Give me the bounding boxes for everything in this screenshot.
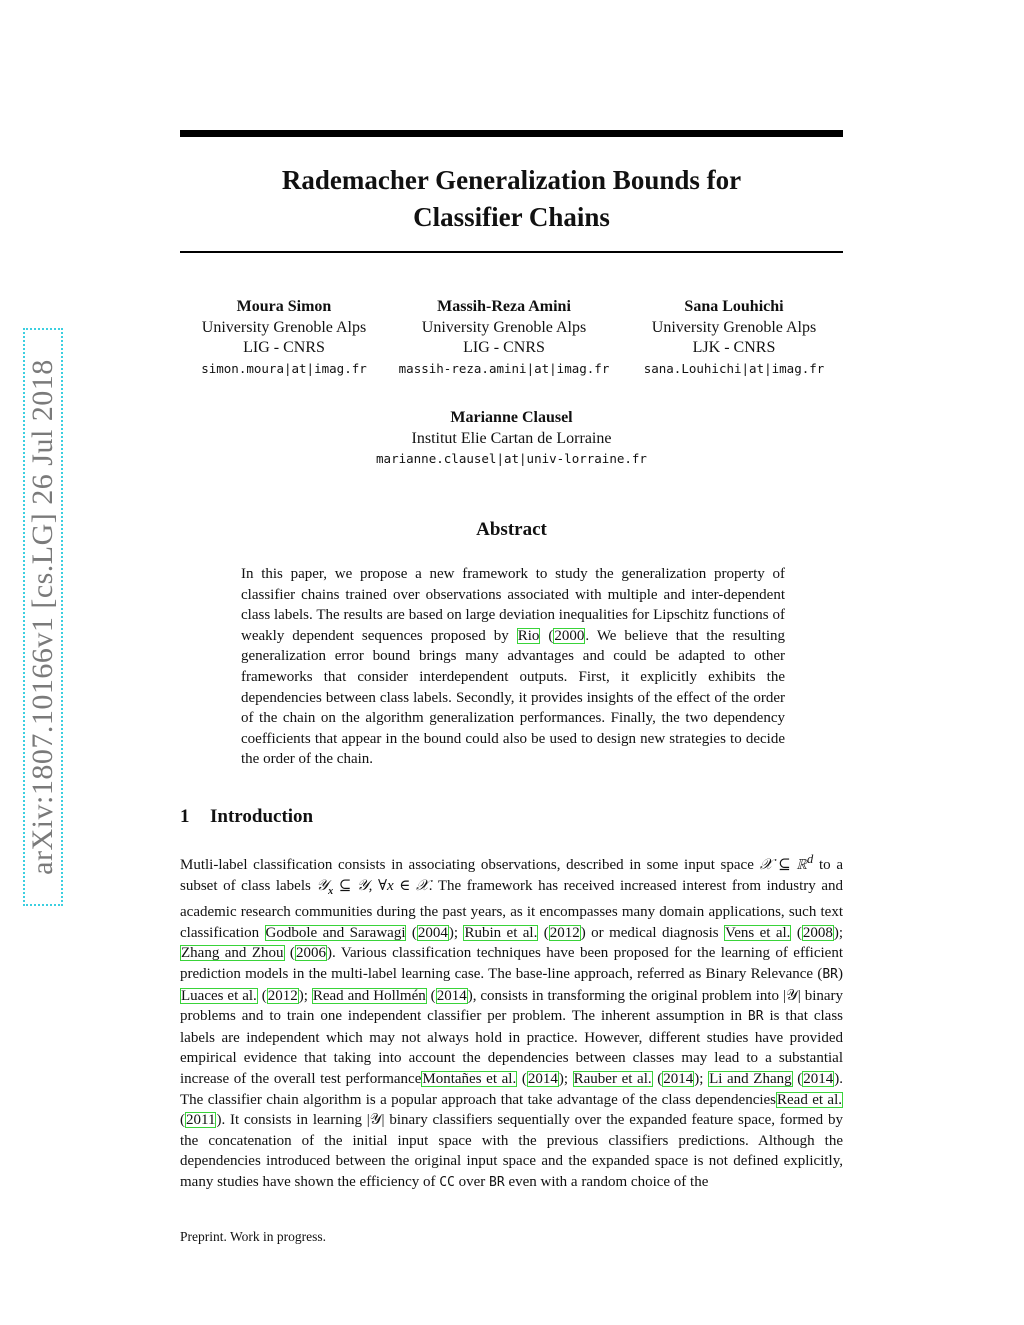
- body-text: to a subset of class labels: [180, 857, 844, 894]
- author-card: [630, 297, 838, 379]
- acronym-br: BR: [822, 966, 838, 982]
- abstract-text: . We believe that the resulting generalization error bound brings many advantages and could be adapted to other frameworks that consider interdependent outputs. First, it explicitly exhibits the dependencies between class labels. Secondly, it provides insights of the effect of the order of the chain on the algorithm generalization performances. Finally, the two dependency coefficients that appear in the bound could also be used to design new strategies to decide the order of the chain.: [241, 627, 785, 768]
- citation-year-link[interactable]: 2014: [436, 987, 467, 1004]
- math-symbol: 𝒳 ⊆ ℝ: [759, 857, 808, 873]
- citation-link[interactable]: Rio: [517, 627, 540, 644]
- author-lab: LIG - CNRS: [243, 339, 325, 356]
- body-text: even with a random choice of the: [504, 1173, 709, 1190]
- title-top-rule: [180, 130, 843, 137]
- math-symbol: 𝒴: [316, 877, 329, 894]
- citation-year-link[interactable]: 2008: [802, 924, 833, 941]
- author-lab: LIG - CNRS: [463, 339, 545, 356]
- section-heading: [180, 806, 313, 828]
- author-affiliation: University Grenoble Alps: [421, 318, 587, 336]
- body-text: over: [454, 1173, 490, 1190]
- arxiv-identifier: arXiv:1807.10166v1 [cs.LG] 26 Jul 2018: [26, 359, 59, 875]
- preprint-note: Preprint. Work in progress.: [180, 1229, 327, 1244]
- math-inline: [316, 877, 429, 897]
- section-title: Introduction: [210, 806, 314, 827]
- citation-link[interactable]: Read and Hollmén: [312, 987, 426, 1004]
- citation-year-link[interactable]: 2004: [417, 924, 448, 941]
- author-name: Massih-Reza Amini: [437, 298, 571, 315]
- author-email: simon.moura|at|imag.fr: [201, 360, 367, 376]
- acronym-br: BR: [747, 1009, 764, 1025]
- abstract-heading: Abstract: [476, 519, 547, 540]
- section-number: 1: [180, 806, 190, 827]
- body-text: or medical diagnosis: [585, 924, 725, 941]
- author-email: sana.Louhichi|at|imag.fr: [643, 360, 825, 376]
- citation-link[interactable]: Montañes et al.: [422, 1070, 517, 1087]
- citation-link[interactable]: Godbole and Sarawagi: [265, 924, 406, 941]
- author-email: massih-reza.amini|at|imag.fr: [398, 360, 610, 376]
- body-text: , consists in transforming the original problem into |𝒴| binary problems and to train one independent classifier per problem. The inherent assumption in: [180, 987, 844, 1025]
- introduction-body: Mutli-label classification consists in associating observations, described in some input space 𝒳 ⊆ ℝ$^d$ to a subset of class labels 𝒴$_x$ ⊆ 𝒴, ∀x ∈ 𝒳. The framework has received increased interest from industry and academic research communities during the past years, as it encompasses many domain applications, such text classification Godbole and Sarawagi (2004); Rubin et al. (2012) or medical diagnosis Vens et al. (2008); Zhang and Zhou (2006). Various classification techniques have been proposed for the learning of efficient prediction models in the multi-label learning case. The base-line approach, referred as Binary Relevance (BR) Luaces et al. (2012); Read and Hollmén (2014), consists in transforming the original problem into |𝒴| binary problems and to train one independent classifier per problem. The inherent assumption in BR is that class labels are independent which may not always hold in practice. However, different studies have provided empirical evidence that taking into account the dependencies between classes may lead to a substantial increase of the overall test performanceMontañes et al. (2014); Rauber et al. (2014); Li and Zhang (2014). The classifier chain algorithm is a popular approach that take advantage of the class dependenciesRead et al. (2011). It consists in learning |𝒴| binary classifiers sequentially over the expanded feature space, formed by the concatenation of the initial input space with the previous classifiers predictions. Although the dependencies introduced between the original input space and the expanded space is not defined explicitly, many studies have shown the efficiency of CC over BR even with a random choice of the: [180, 852, 844, 1190]
- citation-year-link[interactable]: 2011: [186, 1112, 216, 1129]
- citation-link[interactable]: Rauber et al.: [573, 1070, 652, 1087]
- author-card: [180, 297, 388, 379]
- body-text: ): [838, 965, 843, 982]
- author-name: Moura Simon: [236, 298, 332, 315]
- acronym-cc: CC: [439, 1174, 455, 1190]
- body-text: is that class labels are independent which may not always hold in practice. However, different studies have provided empirical evidence that taking into account the dependencies between classes may lead to a substantial increase of the overall test performance: [180, 1008, 844, 1087]
- citation-link[interactable]: Luaces et al.: [181, 987, 257, 1004]
- body-text: . The classifier chain algorithm is a popular approach that take advantage of the class dependencies: [180, 1070, 844, 1108]
- citation-year-link[interactable]: 2000: [554, 627, 585, 644]
- author-name: Sana Louhichi: [684, 298, 784, 315]
- citation-link[interactable]: Vens et al.: [725, 924, 791, 941]
- acronym-br: BR: [489, 1174, 505, 1190]
- citation-year-link[interactable]: 2012: [549, 924, 580, 941]
- author-card: [388, 297, 620, 379]
- author-affiliation: Institut Elie Cartan de Lorraine: [411, 429, 612, 447]
- author-affiliation: University Grenoble Alps: [201, 318, 367, 336]
- math-subscript: x: [328, 885, 334, 897]
- author-lab: LJK - CNRS: [692, 339, 776, 356]
- citation-year-link[interactable]: 2014: [527, 1070, 558, 1087]
- author-affiliation: University Grenoble Alps: [651, 318, 817, 336]
- title-line-2: Classifier Chains: [413, 202, 610, 232]
- body-text: . Various classification techniques have been proposed for the learning of efficient prediction models in the multi-label learning case. The base-line approach, referred as Binary Relevance (: [180, 945, 844, 982]
- body-text: . The framework has received increased interest from industry and academic research communities during the past years, as it encompasses many domain applications, such text classification: [180, 877, 844, 941]
- body-text: . It consists in learning |𝒴| binary classifiers sequentially over the expanded feature space, formed by the concatenation of the initial input space with the previous classifiers predictions. Although the dependencies introduced between the original input space and the expanded space is not defined explicitly, many studies have shown the efficiency of: [180, 1112, 843, 1190]
- author-card: [330, 408, 693, 470]
- abstract-body: In this paper, we propose a new framework to study the generalization property of classifier chains trained over observations associated with multiple and inter-dependent class labels. The results are based on large deviation inequalities for Lipschitz functions of weakly dependent sequences proposed by Rio (2000. We believe that the resulting generalization error bound brings many advantages and could be adapted to other frameworks that consider interdependent outputs. First, it explicitly exhibits the dependencies between class labels. Secondly, it provides insights of the effect of the order of the chain on the algorithm generalization performances. Finally, the two dependency coefficients that appear in the bound could also be used to design new strategies to decide the order of the chain.: [241, 566, 785, 768]
- abstract-text: In this paper, we propose a new framework to study the generalization property of classifier chains trained over observations associated with multiple and inter-dependent class labels. The results are based on large deviation inequalities for Lipschitz functions of weakly dependent sequences proposed by: [241, 566, 785, 644]
- math-symbol: ⊆ 𝒴, ∀x ∈ 𝒳: [333, 877, 429, 894]
- citation-link[interactable]: Rubin et al.: [464, 924, 538, 941]
- author-email: marianne.clausel|at|univ-lorraine.fr: [376, 451, 647, 466]
- citation-year-link[interactable]: 2012: [267, 987, 298, 1004]
- citation-year-link[interactable]: 2014: [803, 1070, 834, 1087]
- math-superscript: d: [807, 852, 814, 866]
- body-text: Mutli-label classification consists in associating observations, described in some input space: [180, 857, 760, 873]
- citation-year-link[interactable]: 2006: [295, 945, 326, 962]
- citation-link[interactable]: Li and Zhang: [709, 1070, 792, 1087]
- author-name: Marianne Clausel: [450, 409, 573, 426]
- math-inline: [759, 852, 814, 873]
- paper-title: [180, 162, 843, 236]
- citation-link[interactable]: Zhang and Zhou: [181, 945, 284, 962]
- title-line-1: Rademacher Generalization Bounds for: [281, 165, 742, 195]
- citation-link[interactable]: Read et al.: [777, 1091, 842, 1108]
- title-bottom-rule: [180, 251, 843, 253]
- citation-year-link[interactable]: 2014: [663, 1070, 694, 1087]
